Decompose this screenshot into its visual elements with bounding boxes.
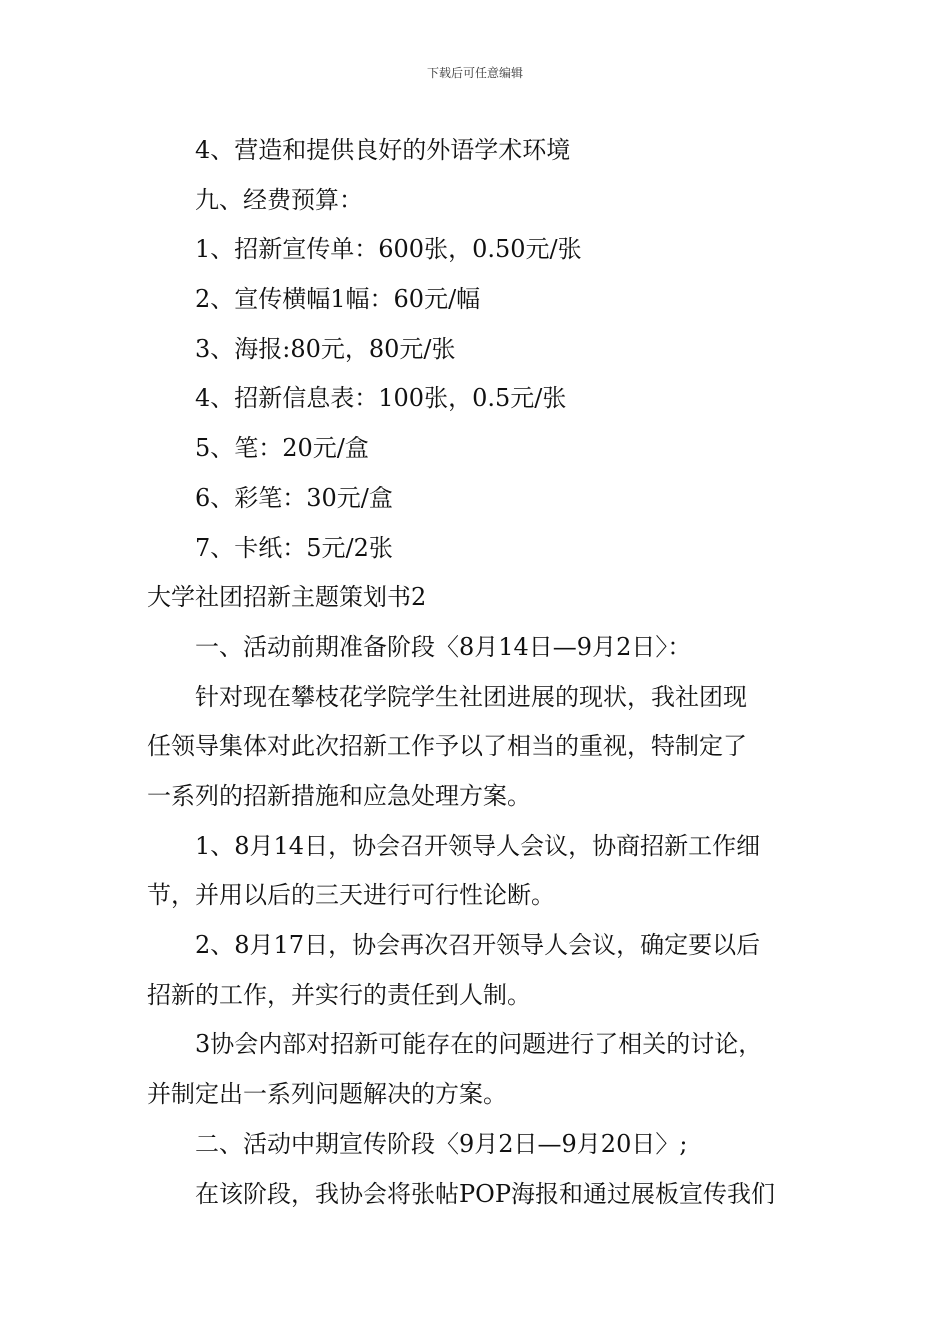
section-heading: 一、活动前期准备阶段〈8月14日—9月2日〉： [195, 632, 692, 661]
paragraph-line: 并制定出一系列问题解决的方案。 [147, 1080, 507, 1109]
text-line: 4、营造和提供良好的外语学术环境 [195, 136, 571, 164]
paragraph-line: 1、8月14日，协会召开领导人会议，协商招新工作细 [195, 831, 761, 860]
paragraph-line: 一系列的招新措施和应急处理方案。 [147, 781, 531, 810]
paragraph-line: 3协会内部对招新可能存在的问题进行了相关的讨论， [195, 1030, 763, 1059]
budget-item: 3、海报:80元，80元/张 [195, 334, 456, 363]
paragraph [147, 1170, 811, 1220]
paragraph-line: 针对现在攀枝花学院学生社团进展的现状，我社团现 [195, 682, 747, 711]
budget-item: 5、笔：20元/盒 [195, 434, 369, 463]
page-header-note: 下载后可任意编辑 [426, 66, 523, 80]
budget-item: 6、彩笔：30元/盒 [195, 483, 393, 512]
budget-item: 7、卡纸：5元/2张 [195, 533, 393, 562]
paragraph [147, 673, 811, 822]
paragraph-line: 节，并用以后的三天进行可行性论断。 [147, 881, 555, 910]
budget-item: 2、宣传横幅1幅：60元/幅 [195, 285, 481, 314]
list-item [147, 822, 811, 921]
paragraph-line: 招新的工作，并实行的责任到人制。 [147, 980, 531, 1009]
paragraph-line: 任领导集体对此次招新工作予以了相当的重视，特制定了 [147, 732, 747, 761]
list-item [147, 921, 811, 1020]
section-heading: 九、经费预算： [195, 185, 363, 214]
paragraph-line: 2、8月17日，协会再次召开领导人会议，确定要以后 [195, 931, 761, 960]
budget-item: 4、招新信息表：100张，0.5元/张 [195, 384, 567, 413]
list-item [147, 1020, 811, 1119]
document-title: 大学社团招新主题策划书2 [147, 583, 427, 612]
section-heading: 二、活动中期宣传阶段〈9月2日—9月20日〉; [195, 1129, 688, 1158]
document-body [147, 126, 811, 1219]
paragraph-line: 在该阶段，我协会将张帖POP海报和通过展板宣传我们 [195, 1179, 775, 1208]
budget-item: 1、招新宣传单：600张，0.50元/张 [195, 235, 582, 264]
